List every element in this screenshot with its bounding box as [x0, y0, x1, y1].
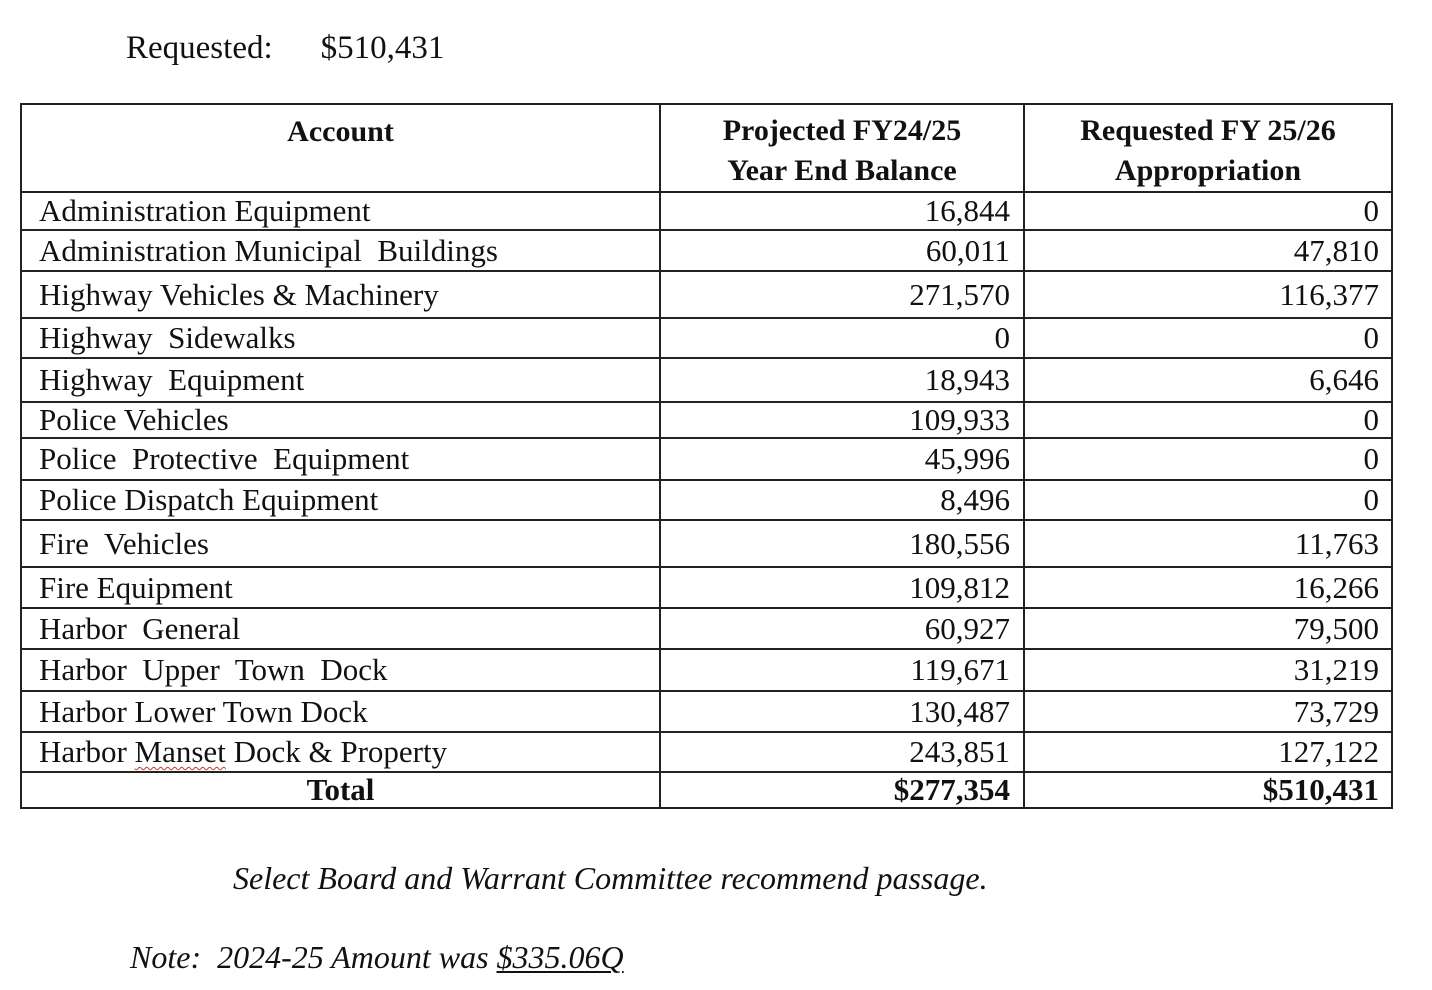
- table-row: [21, 438, 1392, 480]
- projected-cell: 271,570: [660, 271, 1024, 318]
- projected-cell: 60,927: [660, 608, 1024, 649]
- recommendation-text: Select Board and Warrant Committee recommend passage.: [233, 860, 988, 896]
- table-row: [21, 649, 1392, 691]
- requested-header-line2: Appropriation: [1114, 154, 1302, 187]
- account-cell: Administration Municipal Buildings: [21, 230, 660, 271]
- table-row: [21, 230, 1392, 271]
- total-projected: $277,354: [660, 772, 1024, 808]
- account-suffix: Dock & Property: [225, 734, 448, 769]
- account-cell: Police Protective Equipment: [21, 438, 660, 480]
- table-row: [21, 520, 1392, 567]
- requested-cell: 127,122: [1024, 732, 1392, 772]
- requested-appropriation-header: [1024, 104, 1392, 192]
- requested-cell: 0: [1024, 192, 1392, 230]
- account-cell: Highway Vehicles & Machinery: [21, 271, 660, 318]
- table-row: [21, 691, 1392, 732]
- account-cell: Fire Equipment: [21, 567, 660, 608]
- projected-cell: 18,943: [660, 358, 1024, 402]
- table-row: [21, 732, 1392, 772]
- requested-header-line1: Requested FY 25/26: [1080, 114, 1336, 147]
- account-cell: Harbor General: [21, 608, 660, 649]
- account-cell: Highway Equipment: [21, 358, 660, 402]
- requested-cell: 47,810: [1024, 230, 1392, 271]
- table-row: [21, 608, 1392, 649]
- note: [130, 939, 624, 976]
- account-prefix: Harbor: [39, 734, 135, 769]
- account-cell: Harbor Upper Town Dock: [21, 649, 660, 691]
- requested-cell: 0: [1024, 318, 1392, 358]
- table-row: [21, 358, 1392, 402]
- projected-cell: 119,671: [660, 649, 1024, 691]
- requested-cell: 116,377: [1024, 271, 1392, 318]
- projected-cell: 180,556: [660, 520, 1024, 567]
- requested-summary: [126, 26, 444, 70]
- projected-cell: 109,812: [660, 567, 1024, 608]
- account-cell: Fire Vehicles: [21, 520, 660, 567]
- requested-cell: 79,500: [1024, 608, 1392, 649]
- requested-cell: 16,266: [1024, 567, 1392, 608]
- table-row: [21, 402, 1392, 438]
- account-header: Account: [21, 104, 660, 192]
- requested-label: Requested:: [126, 30, 273, 66]
- projected-cell: 8,496: [660, 480, 1024, 520]
- projected-header-line1: Projected FY24/25: [722, 114, 962, 147]
- account-cell: Police Vehicles: [21, 402, 660, 438]
- requested-cell: 11,763: [1024, 520, 1392, 567]
- spellcheck-flagged-word: Manset: [134, 734, 226, 769]
- requested-cell: 73,729: [1024, 691, 1392, 732]
- table-row: [21, 480, 1392, 520]
- requested-cell: 0: [1024, 480, 1392, 520]
- requested-cell: 31,219: [1024, 649, 1392, 691]
- projected-cell: 16,844: [660, 192, 1024, 230]
- requested-amount: $510,431: [320, 30, 445, 66]
- requested-cell: 0: [1024, 438, 1392, 480]
- capital-reserve-table: [20, 103, 1393, 809]
- total-requested: $510,431: [1024, 772, 1392, 808]
- total-row: [21, 772, 1392, 808]
- note-amount: $335.06Q: [496, 939, 624, 975]
- account-cell: Police Dispatch Equipment: [21, 480, 660, 520]
- projected-cell: 60,011: [660, 230, 1024, 271]
- requested-cell: 6,646: [1024, 358, 1392, 402]
- table-row: [21, 271, 1392, 318]
- projected-cell: 45,996: [660, 438, 1024, 480]
- projected-balance-header: [660, 104, 1024, 192]
- table-header-row: [21, 104, 1392, 192]
- table-row: [21, 192, 1392, 230]
- account-cell: [21, 732, 660, 772]
- note-prefix: Note: 2024-25 Amount was: [130, 939, 497, 975]
- account-cell: Highway Sidewalks: [21, 318, 660, 358]
- projected-cell: 0: [660, 318, 1024, 358]
- projected-cell: 130,487: [660, 691, 1024, 732]
- projected-cell: 243,851: [660, 732, 1024, 772]
- table-row: [21, 318, 1392, 358]
- projected-header-line2: Year End Balance: [727, 154, 957, 187]
- projected-cell: 109,933: [660, 402, 1024, 438]
- requested-cell: 0: [1024, 402, 1392, 438]
- account-cell: Harbor Lower Town Dock: [21, 691, 660, 732]
- account-cell: Administration Equipment: [21, 192, 660, 230]
- table-row: [21, 567, 1392, 608]
- total-label: Total: [21, 772, 660, 808]
